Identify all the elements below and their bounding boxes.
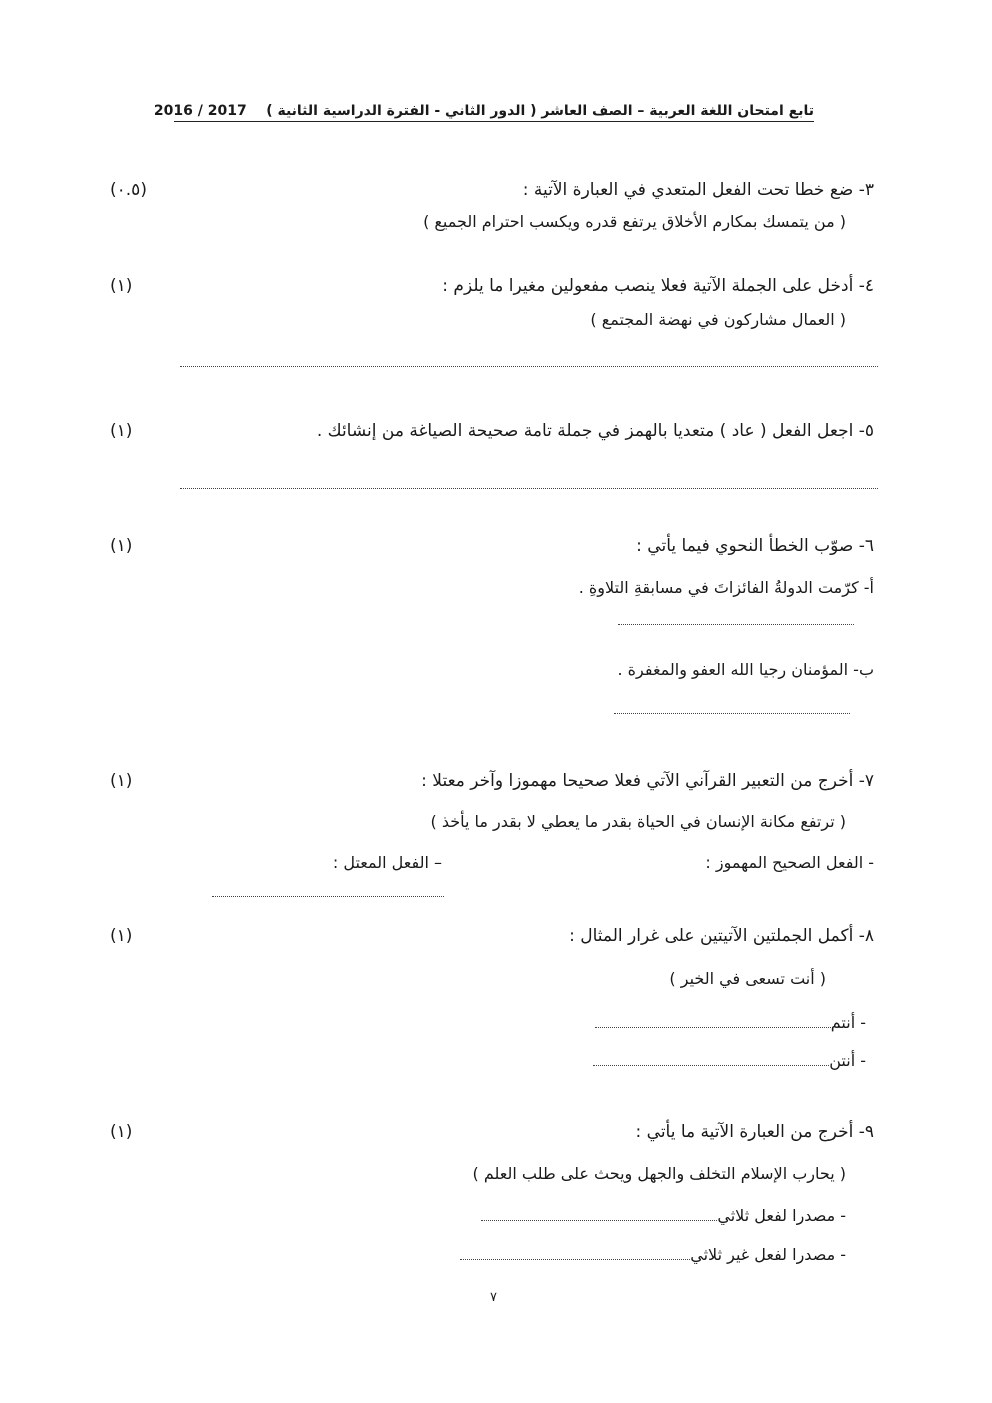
q8-line1-answer[interactable]: [595, 1026, 831, 1028]
q7-mark: (١): [110, 771, 133, 791]
q6-item-a: أ- كرّمت الدولةُ الفائزاتَ في مسابقةِ التلاوةِ .: [578, 578, 874, 597]
q6-b-answer-line[interactable]: [614, 713, 850, 714]
q8-line1: [595, 1013, 866, 1032]
q5-text: ٥- اجعل الفعل ( عاد ) متعديا بالهمز في جملة تامة صحيحة الصياغة من إنشائك .: [316, 421, 874, 441]
q9-item2-label: - مصدرا لفعل غير ثلاثي: [690, 1245, 846, 1264]
q4-mark: (١): [110, 276, 133, 296]
q8-line2: [593, 1051, 866, 1070]
q9-item1-answer[interactable]: [481, 1219, 717, 1221]
q8-line1-label: - أنتم: [830, 1013, 866, 1032]
q3-sentence: ( من يتمسك بمكارم الأخلاق يرتفع قدره ويكسب احترام الجميع ): [423, 212, 846, 231]
q9-item2: [460, 1245, 846, 1264]
q9-item1: [481, 1206, 846, 1225]
exam-header: [153, 103, 814, 122]
q8-text: ٨- أكمل الجملتين الآتيتين على غرار المثال :: [569, 926, 874, 946]
q4-sentence: ( العمال مشاركون في نهضة المجتمع ): [590, 310, 846, 329]
q3-text: ٣- ضع خطا تحت الفعل المتعدي في العبارة الآتية :: [522, 180, 874, 200]
page-number: ٧: [490, 1290, 497, 1305]
q8-example: ( أنت تسعى في الخير ): [669, 969, 826, 988]
q6-mark: (١): [110, 536, 133, 556]
q7-mutal-answer-line[interactable]: [212, 896, 444, 897]
q5-answer-line[interactable]: [180, 488, 878, 489]
q4-text: ٤- أدخل على الجملة الآتية فعلا ينصب مفعولين مغيرا ما يلزم :: [442, 276, 874, 296]
q9-mark: (١): [110, 1122, 133, 1142]
q8-mark: (١): [110, 926, 133, 946]
q4-answer-line[interactable]: [180, 366, 878, 367]
q6-a-answer-line[interactable]: [618, 624, 854, 625]
q7-label-sahih: - الفعل الصحيح المهموز :: [705, 853, 874, 872]
q7-sentence: ( ترتفع مكانة الإنسان في الحياة بقدر ما يعطي لا بقدر ما يأخذ ): [430, 812, 846, 831]
q9-text: ٩- أخرج من العبارة الآتية ما يأتي :: [635, 1122, 874, 1142]
q6-item-b: ب- المؤمنان رجيا الله العفو والمغفرة .: [617, 660, 874, 679]
header-title: تابع امتحان اللغة العربية – الصف العاشر ( الدور الثاني - الفترة الدراسية الثانية ): [266, 103, 814, 119]
q3-mark: (٠.٥): [110, 180, 147, 200]
q5-mark: (١): [110, 421, 133, 441]
q8-line2-label: - أنتن: [829, 1051, 866, 1070]
q9-sentence: ( يحارب الإسلام التخلف والجهل ويحث على طلب العلم ): [472, 1164, 846, 1183]
q9-item1-label: - مصدرا لفعل ثلاثي: [717, 1206, 846, 1225]
q7-label-mutal: – الفعل المعتل :: [332, 853, 442, 872]
q7-text: ٧- أخرج من التعبير القرآني الآتي فعلا صحيحا مهموزا وآخر معتلا :: [421, 771, 874, 791]
q6-text: ٦- صوّب الخطأ النحوي فيما يأتي :: [636, 536, 874, 556]
header-year: 2016 / 2017: [153, 103, 247, 119]
q8-line2-answer[interactable]: [593, 1064, 829, 1066]
q9-item2-answer[interactable]: [460, 1258, 690, 1260]
